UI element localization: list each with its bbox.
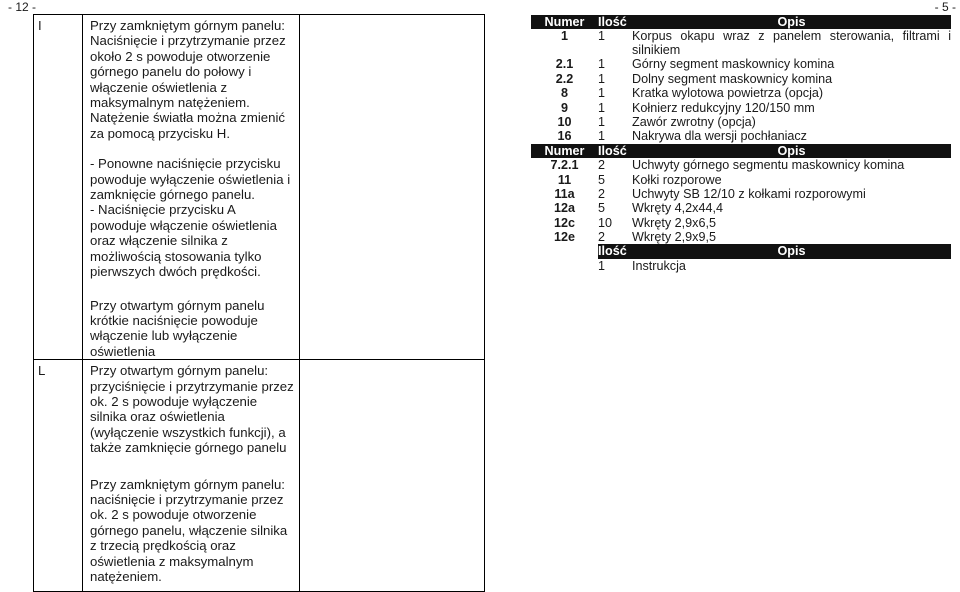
part-description: Korpus okapu wraz z panelem sterowania, filtrami i silnikiem xyxy=(632,29,951,58)
part-quantity: 5 xyxy=(598,201,606,216)
paragraph: Przy otwartym górnym panelu: przyciśnięcie i przytrzymanie przez ok. 2 s powoduje wyłączenie silnika oraz oświetlenia (wyłączenie wszystkich funkcji), a także zamknięcie górnego panelu xyxy=(90,363,294,456)
paragraph: Przy otwartym górnym panelu krótkie naciśnięcie powoduje włączenie lub wyłączenie oświetlenia xyxy=(90,297,265,359)
part-number: 11 xyxy=(557,172,572,187)
part-quantity: 1 xyxy=(598,86,606,101)
table-header-row xyxy=(531,15,951,29)
column-header-description: Opis xyxy=(628,15,951,29)
button-key: I xyxy=(38,18,42,33)
part-description: Dolny segment maskownicy komina xyxy=(632,71,833,86)
parts-list-table xyxy=(531,15,951,273)
column-header-description: Opis xyxy=(628,144,951,158)
table-row xyxy=(531,101,951,115)
table-row xyxy=(531,230,951,244)
table-row xyxy=(531,86,951,100)
part-description: Kołnierz redukcyjny 120/150 mm xyxy=(632,100,815,115)
part-quantity: 1 xyxy=(598,258,606,273)
part-description: Kratka wylotowa powietrza (opcja) xyxy=(632,86,824,101)
column-header-quantity: Ilość xyxy=(598,15,627,29)
part-quantity: 5 xyxy=(598,172,606,187)
button-description xyxy=(83,15,299,359)
part-description: Uchwyty górnego segmentu maskownicy komina xyxy=(632,158,905,173)
part-description: Zawór zwrotny (opcja) xyxy=(632,114,756,129)
right-page-number: - 5 - xyxy=(934,0,956,14)
part-quantity: 2 xyxy=(598,230,606,245)
part-number: 12a xyxy=(553,201,575,216)
part-number: 1 xyxy=(560,29,568,44)
empty-cell xyxy=(531,259,598,273)
paragraph: - Naciśnięcie przycisku A powoduje włączenie oświetlenia oraz włączenie silnika z możliwością stosowania tylko pierwszych dwóch prędkości. xyxy=(90,202,277,280)
table-row xyxy=(531,129,951,143)
button-function-table xyxy=(33,14,485,592)
table-row xyxy=(531,173,951,187)
part-number: 8 xyxy=(560,86,568,101)
table-row xyxy=(531,259,951,273)
part-quantity: 1 xyxy=(598,29,606,44)
part-number: 9 xyxy=(560,100,568,115)
column-header-quantity: Ilość xyxy=(598,143,627,158)
part-description: Uchwyty SB 12/10 z kołkami rozporowymi xyxy=(632,186,866,201)
button-description xyxy=(83,360,299,584)
empty-cell xyxy=(531,244,598,258)
button-key: L xyxy=(38,363,46,379)
table-row xyxy=(531,216,951,230)
table-row xyxy=(34,360,485,592)
table-row xyxy=(531,72,951,86)
table-row xyxy=(531,158,951,172)
part-number: 16 xyxy=(557,129,572,144)
part-description: Wkręty 4,2x44,4 xyxy=(632,201,723,216)
column-header-number: Numer xyxy=(531,15,598,29)
table-row xyxy=(531,115,951,129)
empty-cell xyxy=(300,360,485,592)
table-row xyxy=(531,29,951,57)
part-number: 12c xyxy=(553,215,575,230)
column-header-quantity: Ilość xyxy=(598,244,627,259)
part-description: Kołki rozporowe xyxy=(632,172,722,187)
part-description: Wkręty 2,9x9,5 xyxy=(632,230,716,245)
paragraph: Przy zamkniętym górnym panelu: Naciśnięcie i przytrzymanie przez około 2 s powoduje otworzenie górnego panelu do połowy i włączenie oświetlenia z maksymalnym natężeniem. Natężenie światła można zmienić za pomocą przycisku H. xyxy=(90,18,286,141)
table-row xyxy=(531,57,951,71)
part-number: 10 xyxy=(557,114,572,129)
table-header-row xyxy=(531,244,951,258)
part-number: 12e xyxy=(553,230,575,245)
part-quantity: 1 xyxy=(598,100,606,115)
part-number: 2.2 xyxy=(555,71,574,86)
part-description: Górny segment maskownicy komina xyxy=(632,57,835,72)
paragraph: Przy zamkniętym górnym panelu: naciśnięcie i przytrzymanie przez ok. 2 s powoduje otworzenie górnego panelu, włączenie silnika z trzecią prędkością oraz oświetlenia z maksymalnym natężeniem. xyxy=(90,476,288,584)
empty-cell xyxy=(300,15,485,360)
part-description: Wkręty 2,9x6,5 xyxy=(632,215,716,230)
part-quantity: 1 xyxy=(598,57,606,72)
table-row xyxy=(34,15,485,360)
part-description: Nakrywa dla wersji pochłaniacz xyxy=(632,129,807,144)
column-header-description: Opis xyxy=(628,244,951,258)
table-row xyxy=(531,201,951,215)
part-quantity: 1 xyxy=(598,129,606,144)
column-header-number: Numer xyxy=(531,144,598,158)
left-page-number: - 12 - xyxy=(8,0,37,14)
part-quantity: 1 xyxy=(598,71,606,86)
part-number: 2.1 xyxy=(555,57,574,72)
part-description: Instrukcja xyxy=(632,258,686,273)
part-quantity: 1 xyxy=(598,114,606,129)
part-quantity: 2 xyxy=(598,158,606,173)
part-quantity: 2 xyxy=(598,186,606,201)
part-quantity: 10 xyxy=(598,215,613,230)
table-row xyxy=(531,187,951,201)
part-number: 11a xyxy=(554,186,575,201)
table-header-row xyxy=(531,144,951,158)
paragraph: - Ponowne naciśnięcie przycisku powoduje wyłączenie oświetlenia i zamknięcie górnego panelu. xyxy=(90,156,291,203)
part-number: 7.2.1 xyxy=(550,158,579,173)
